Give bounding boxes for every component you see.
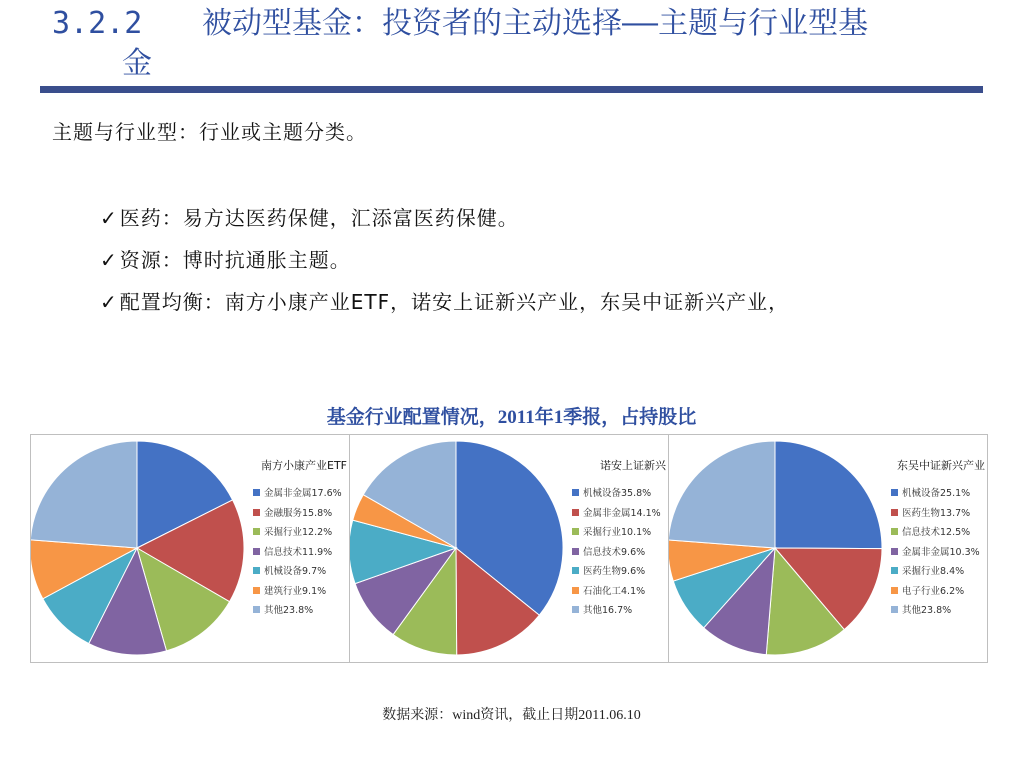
legend-item xyxy=(253,563,326,577)
bullet-text: 配置均衡：南方小康产业ETF，诺安上证新兴产业，东吴中证新兴产业， xyxy=(119,290,790,314)
legend-item xyxy=(891,583,964,597)
checkmark-icon: ✓ xyxy=(100,290,118,314)
legend-label: 电子行业6.2% xyxy=(902,585,965,597)
legend-swatch xyxy=(891,567,898,574)
chart-panel-nuoan xyxy=(349,434,669,663)
section-number: 3.2.2 xyxy=(52,6,143,41)
legend-item xyxy=(572,583,645,597)
bullet-item-1 xyxy=(100,202,519,231)
bullet-text: 医药：易方达医药保健，汇添富医药保健。 xyxy=(119,206,519,230)
pie-chart-title: 东吴中证新兴产业 xyxy=(897,459,985,472)
legend-item xyxy=(572,544,645,558)
legend-item xyxy=(572,602,632,616)
legend-label: 金属非金属10.3% xyxy=(902,546,980,558)
bullet-item-2 xyxy=(100,244,351,273)
legend-item xyxy=(253,602,313,616)
legend-label: 机械设备35.8% xyxy=(583,488,652,499)
legend-swatch xyxy=(572,489,579,496)
title-line-1: 被动型基金：投资者的主动选择——主题与行业型基 xyxy=(202,6,869,41)
legend-label: 石油化工4.1% xyxy=(583,585,646,597)
legend-label: 机械设备25.1% xyxy=(902,488,971,499)
legend-item xyxy=(253,485,342,499)
legend-label: 信息技术11.9% xyxy=(264,546,333,558)
pie-chart-title: 南方小康产业ETF xyxy=(261,459,347,472)
legend-swatch xyxy=(253,587,260,594)
legend-swatch xyxy=(253,509,260,516)
pie-chart xyxy=(350,435,566,662)
title-divider xyxy=(40,86,983,93)
legend-swatch xyxy=(253,489,260,496)
pie-chart xyxy=(31,435,247,662)
pie-chart xyxy=(669,435,885,662)
legend-label: 采掘行业10.1% xyxy=(583,527,652,538)
pie-slice xyxy=(775,441,882,549)
legend-label: 机械设备9.7% xyxy=(264,566,327,577)
legend-swatch xyxy=(891,528,898,535)
legend-item xyxy=(891,602,951,616)
bullet-item-3 xyxy=(100,286,789,315)
pie-slice xyxy=(31,441,137,548)
legend-label: 金属非金属14.1% xyxy=(583,507,661,519)
legend-swatch xyxy=(572,606,579,613)
pie-chart-title: 诺安上证新兴 xyxy=(600,459,666,472)
chart-title: 基金行业配置情况，2011年1季报，占持股比 xyxy=(326,407,697,428)
legend-label: 金属非金属17.6% xyxy=(264,488,342,499)
legend-swatch xyxy=(572,587,579,594)
legend-item xyxy=(253,524,332,538)
chart-panel-dongwu xyxy=(668,434,988,663)
checkmark-icon: ✓ xyxy=(100,206,118,230)
legend-label: 建筑行业9.1% xyxy=(264,585,327,597)
legend-label: 其他23.8% xyxy=(264,605,314,616)
legend-swatch xyxy=(253,606,260,613)
legend-item xyxy=(891,505,970,519)
legend-label: 信息技术9.6% xyxy=(583,546,646,558)
legend-item xyxy=(253,583,326,597)
legend-swatch xyxy=(253,548,260,555)
data-source-note: 数据来源：wind资讯，截止日期2011.06.10 xyxy=(382,708,641,723)
legend-item xyxy=(253,505,332,519)
legend-swatch xyxy=(891,606,898,613)
legend-swatch xyxy=(891,489,898,496)
legend-swatch xyxy=(253,567,260,574)
legend-item xyxy=(891,563,964,577)
legend-item xyxy=(572,505,661,519)
legend-item xyxy=(572,563,645,577)
legend-swatch xyxy=(572,567,579,574)
legend-label: 信息技术12.5% xyxy=(902,527,971,538)
legend-swatch xyxy=(253,528,260,535)
legend-item xyxy=(891,485,970,499)
legend-label: 其他23.8% xyxy=(902,605,952,616)
legend-label: 其他16.7% xyxy=(583,605,633,616)
checkmark-icon: ✓ xyxy=(100,248,118,272)
legend-item xyxy=(891,524,970,538)
legend-item xyxy=(891,544,980,558)
intro-text: 主题与行业型：行业或主题分类。 xyxy=(52,120,367,144)
pie-slice xyxy=(669,441,775,548)
legend-label: 医药生物13.7% xyxy=(902,507,971,519)
legend-swatch xyxy=(572,548,579,555)
legend-label: 采掘行业8.4% xyxy=(902,566,965,577)
bullet-text: 资源：博时抗通胀主题。 xyxy=(119,248,351,272)
page-title xyxy=(52,4,992,84)
title-line-2: 金 xyxy=(122,46,152,81)
legend-label: 采掘行业12.2% xyxy=(264,527,333,538)
legend-swatch xyxy=(891,587,898,594)
legend-swatch xyxy=(891,509,898,516)
chart-panel-nanfang xyxy=(30,434,350,663)
legend-item xyxy=(572,524,651,538)
legend-item xyxy=(572,485,651,499)
legend-label: 金融服务15.8% xyxy=(264,507,333,519)
legend-swatch xyxy=(572,528,579,535)
legend-swatch xyxy=(891,548,898,555)
legend-swatch xyxy=(572,509,579,516)
legend-label: 医药生物9.6% xyxy=(583,566,646,577)
legend-item xyxy=(253,544,332,558)
